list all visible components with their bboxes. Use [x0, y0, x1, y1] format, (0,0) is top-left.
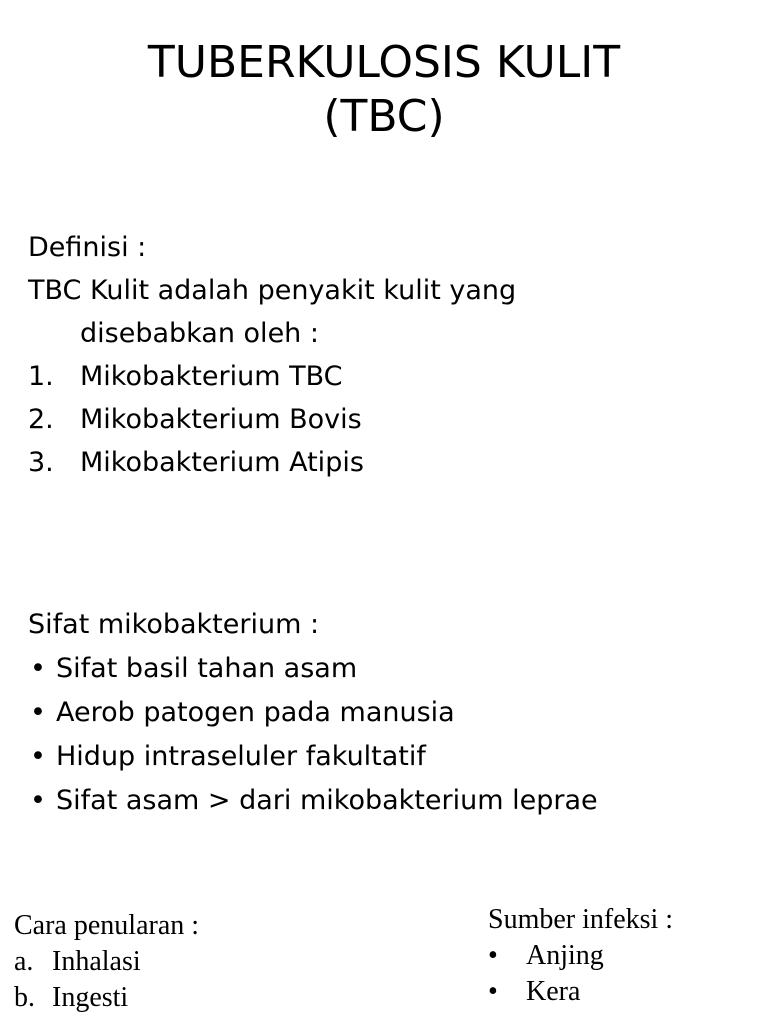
properties-heading: Sifat mikobakterium :	[28, 609, 320, 640]
definition-text-continued: disebabkan oleh :	[80, 318, 319, 349]
list-item	[28, 779, 598, 823]
bullet-icon: •	[30, 741, 46, 772]
list-item-text: Inhalasi	[52, 946, 141, 977]
list-item	[28, 355, 516, 398]
title-line-2: (TBC)	[323, 91, 445, 142]
list-item	[14, 980, 199, 1016]
list-item	[488, 974, 673, 1010]
list-item	[28, 735, 598, 779]
page-title	[0, 36, 768, 144]
list-item	[28, 647, 598, 691]
bullet-icon: •	[30, 653, 46, 684]
bullet-icon: •	[488, 940, 498, 971]
list-item-text: Ingesti	[52, 982, 129, 1013]
list-item-text: Kera	[526, 976, 581, 1007]
properties-section	[28, 603, 598, 823]
infection-source-section	[488, 902, 673, 1010]
transmission-heading: Cara penularan :	[14, 910, 200, 941]
list-item-text: Mikobakterium Atipis	[80, 447, 364, 478]
definition-text: TBC Kulit adalah penyakit kulit yang	[28, 275, 517, 306]
list-item-text: Sifat basil tahan asam	[56, 653, 358, 684]
list-item-text: Anjing	[526, 940, 604, 971]
bullet-icon: •	[30, 785, 46, 816]
list-item-text: Aerob patogen pada manusia	[56, 697, 455, 728]
list-marker: 1.	[28, 361, 54, 392]
list-item-text: Sifat asam > dari mikobakterium leprae	[56, 785, 598, 816]
list-item	[488, 938, 673, 974]
list-marker: b.	[14, 982, 35, 1013]
bullet-icon: •	[30, 697, 46, 728]
list-marker: a.	[14, 946, 34, 977]
title-line-1: TUBERKULOSIS KULIT	[147, 37, 621, 88]
list-item	[28, 441, 516, 484]
list-item	[28, 691, 598, 735]
list-item	[14, 944, 199, 980]
list-marker: 3.	[28, 447, 54, 478]
infection-source-heading: Sumber infeksi :	[488, 904, 674, 935]
list-item-text: Mikobakterium TBC	[80, 361, 343, 392]
list-marker: 2.	[28, 404, 54, 435]
definition-section	[28, 226, 516, 484]
definition-heading: Definisi :	[28, 232, 147, 263]
transmission-section	[14, 908, 199, 1016]
list-item-text: Mikobakterium Bovis	[80, 404, 362, 435]
list-item	[28, 398, 516, 441]
bullet-icon: •	[488, 976, 498, 1007]
list-item-text: Hidup intraseluler fakultatif	[56, 741, 426, 772]
